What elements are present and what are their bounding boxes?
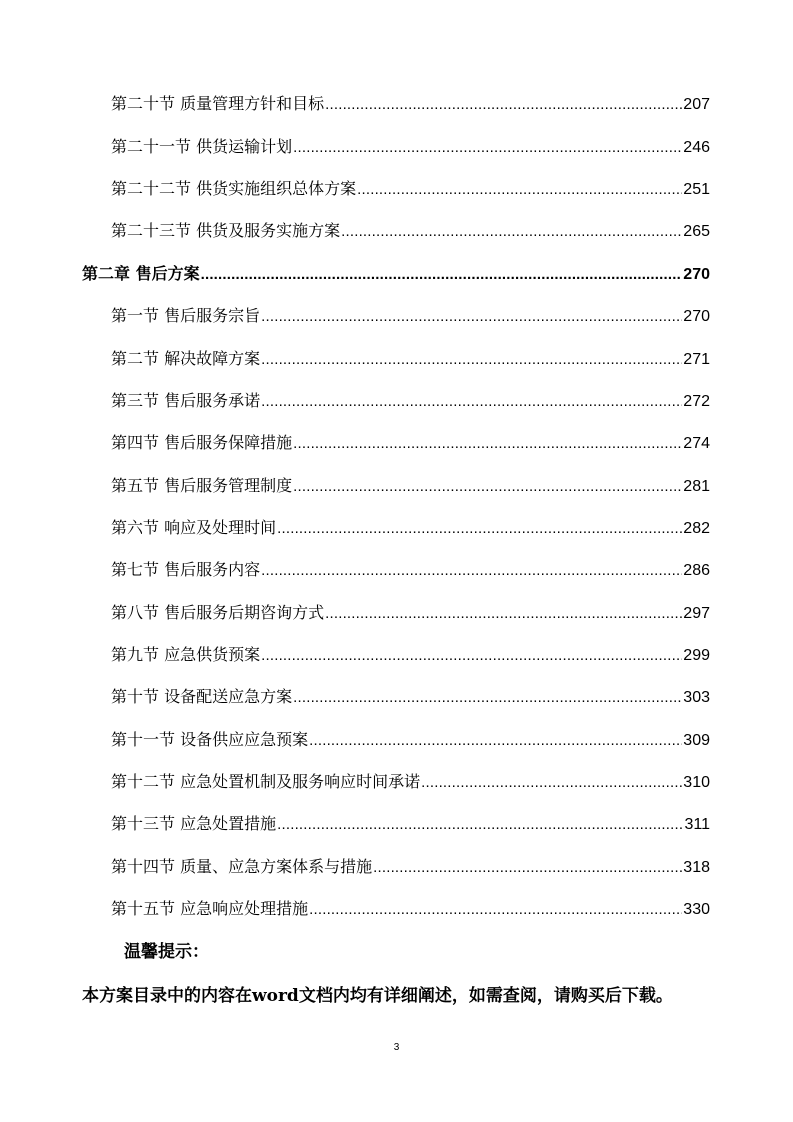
toc-entry-title: 第二十二节 供货实施组织总体方案 [111, 179, 357, 198]
toc-entry-title: 第十四节 质量、应急方案体系与措施 [111, 857, 373, 876]
toc-entry-page: 274 [683, 435, 710, 452]
toc-entry-16[interactable] [111, 727, 710, 753]
toc-entry-title: 第三节 售后服务承诺 [111, 391, 261, 410]
toc-entry-title: 第十五节 应急响应处理措施 [111, 899, 309, 918]
toc-entry-page: 207 [683, 96, 710, 113]
toc-leader-dots [293, 474, 682, 500]
toc-entry-page: 299 [683, 647, 710, 664]
page-number: 3 [393, 1042, 400, 1053]
toc-entry-8[interactable] [111, 388, 710, 414]
toc-chapter-entry[interactable] [82, 261, 710, 287]
toc-entry-page: 311 [684, 816, 710, 833]
toc-entry-page: 303 [683, 689, 710, 706]
toc-entry-title: 第十一节 设备供应应急预案 [111, 730, 309, 749]
toc-entry-title: 第五节 售后服务管理制度 [111, 476, 293, 495]
notice-body: 本方案目录中的内容在word文档内均有详细阐述，如需查阅，请购买后下载。 [82, 986, 673, 1006]
toc-entry-7[interactable] [111, 346, 710, 372]
toc-entry-20[interactable] [111, 896, 710, 922]
toc-leader-dots [373, 855, 682, 881]
toc-entry-title: 第一节 售后服务宗旨 [111, 306, 261, 325]
toc-leader-dots [325, 601, 682, 627]
toc-entry-page: 270 [683, 308, 710, 325]
toc-leader-dots [325, 92, 682, 118]
toc-entry-title: 第四节 售后服务保障措施 [111, 433, 293, 452]
toc-entry-title: 第十节 设备配送应急方案 [111, 687, 293, 706]
toc-leader-dots [261, 643, 682, 669]
toc-entry-4[interactable] [111, 218, 710, 244]
toc-leader-dots [261, 347, 682, 373]
toc-entry-title: 第十二节 应急处置机制及服务响应时间承诺 [111, 772, 421, 791]
toc-entry-6[interactable] [111, 303, 710, 329]
toc-entry-page: 251 [683, 181, 710, 198]
toc-entry-title: 第二章 售后方案 [82, 264, 200, 283]
notice-heading: 温馨提示： [124, 942, 209, 962]
toc-entry-title: 第八节 售后服务后期咨询方式 [111, 603, 325, 622]
toc-entry-13[interactable] [111, 600, 710, 626]
toc-entry-page: 246 [683, 139, 710, 156]
toc-leader-dots [309, 728, 682, 754]
toc-entry-page: 281 [683, 478, 710, 495]
toc-entry-10[interactable] [111, 473, 710, 499]
toc-entry-page: 282 [683, 520, 710, 537]
toc-entry-14[interactable] [111, 642, 710, 668]
toc-entry-page: 318 [683, 859, 710, 876]
toc-leader-dots [341, 219, 682, 245]
toc-entry-page: 270 [683, 266, 710, 283]
toc-entry-page: 309 [683, 732, 710, 749]
toc-entry-title: 第二十一节 供货运输计划 [111, 137, 293, 156]
toc-leader-dots [293, 685, 682, 711]
toc-entry-15[interactable] [111, 684, 710, 710]
toc-leader-dots [357, 177, 682, 203]
toc-leader-dots [309, 897, 682, 923]
toc-entry-title: 第二节 解决故障方案 [111, 349, 261, 368]
toc-leader-dots [293, 431, 682, 457]
toc-entry-page: 297 [683, 605, 710, 622]
toc-leader-dots [277, 516, 682, 542]
toc-leader-dots [261, 304, 682, 330]
toc-entry-page: 272 [683, 393, 710, 410]
toc-entry-title: 第七节 售后服务内容 [111, 560, 261, 579]
toc-entry-page: 286 [683, 562, 710, 579]
toc-entry-title: 第十三节 应急处置措施 [111, 814, 277, 833]
toc-entry-12[interactable] [111, 557, 710, 583]
toc-entry-title: 第六节 响应及处理时间 [111, 518, 277, 537]
toc-entry-2[interactable] [111, 134, 710, 160]
toc-entry-9[interactable] [111, 430, 710, 456]
toc-entry-17[interactable] [111, 769, 710, 795]
toc-entry-page: 265 [683, 223, 710, 240]
toc-entry-3[interactable] [111, 176, 710, 202]
toc-entry-page: 310 [683, 774, 710, 791]
toc-leader-dots [421, 770, 682, 796]
toc-entry-page: 271 [683, 351, 710, 368]
toc-entry-19[interactable] [111, 854, 710, 880]
toc-leader-dots [261, 389, 682, 415]
toc-leader-dots [277, 812, 683, 838]
toc-entry-title: 第九节 应急供货预案 [111, 645, 261, 664]
toc-entry-title: 第二十三节 供货及服务实施方案 [111, 221, 341, 240]
toc-entry-11[interactable] [111, 515, 710, 541]
toc-entry-18[interactable] [111, 811, 710, 837]
toc-entry-page: 330 [683, 901, 710, 918]
toc-leader-dots [201, 262, 683, 288]
toc-leader-dots [261, 558, 682, 584]
toc-entry-title: 第二十节 质量管理方针和目标 [111, 94, 325, 113]
toc-entry-1[interactable] [111, 91, 710, 117]
toc-leader-dots [293, 135, 682, 161]
